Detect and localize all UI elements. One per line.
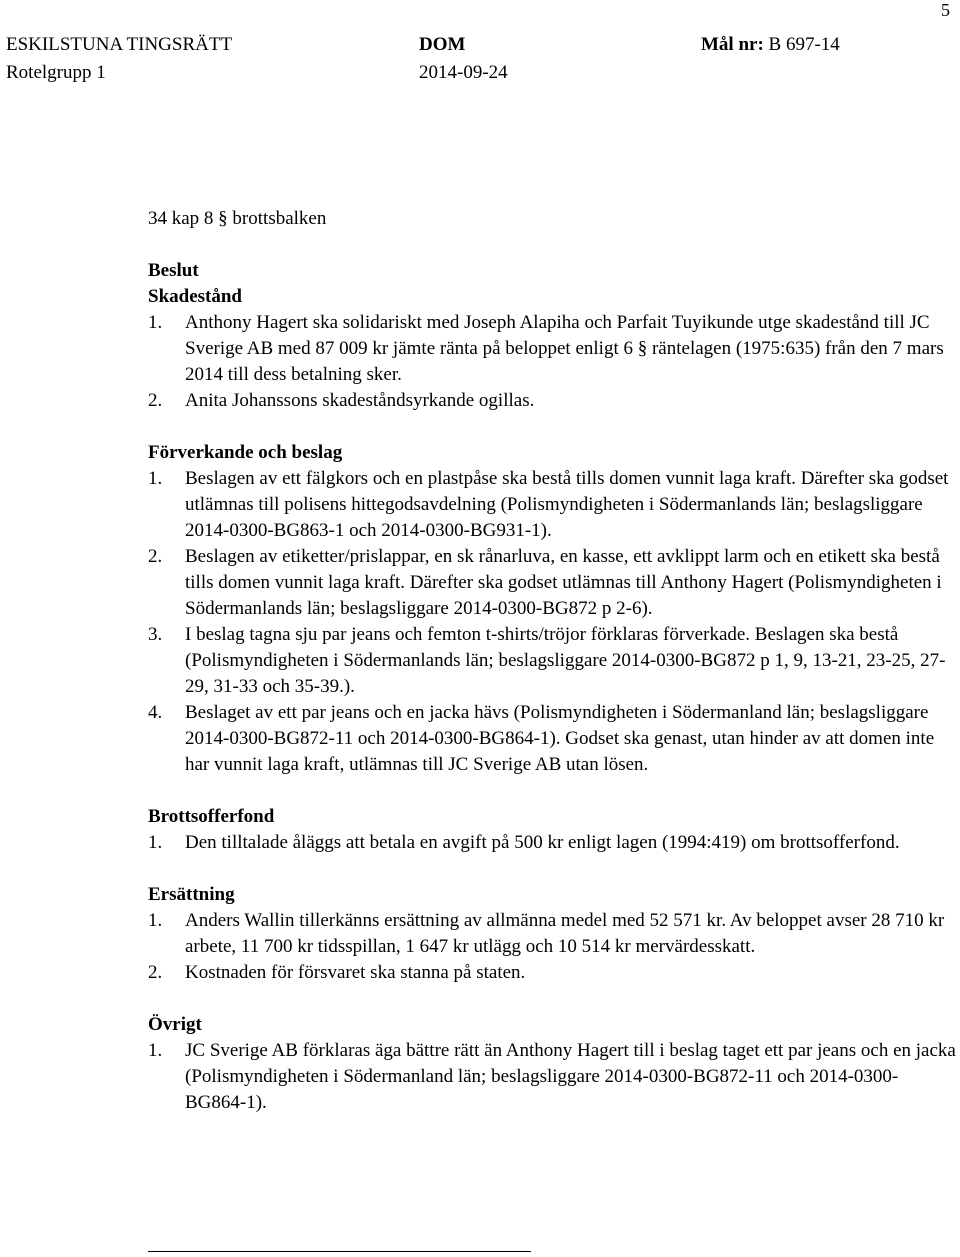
other-title: Övrigt [148,1014,202,1035]
decision-title: Beslut [148,260,199,281]
item-number: 1. [148,468,163,489]
forfeiture-title: Förverkande och beslag [148,442,343,463]
item-number: 2. [148,546,163,567]
other-item-1 [148,1038,956,1116]
division: Rotelgrupp 1 [6,62,106,83]
item-number: 4. [148,702,163,723]
item-text: JC Sverige AB förklaras äga bättre rätt än Anthony Hagert till i beslag taget ett par jeans och en jacka (Polismyndigheten i Södermanland län; beslagsliggare 2014-0300-BG872-11 och 2014-0300-BG864-1). [185,1040,956,1113]
case-number: B 697-14 [768,34,840,55]
item-number: 2. [148,390,163,411]
damages-item-2 [148,388,956,414]
document-date: 2014-09-24 [419,62,508,83]
forfeiture-item-3 [148,622,956,700]
item-number: 1. [148,1040,163,1061]
victim-fund-item-1 [148,830,956,856]
item-text: Beslagen av etiketter/prislappar, en sk rånarluva, en kasse, ett avklippt larm och en etikett ska bestå tills domen vunnit laga kraft. Därefter ska godset utlämnas till Anthony Hagert (Polismyndigheten i Södermanlands län; beslagsliggare 2014-0300-BG872 p 2-6). [185,546,942,619]
page-number: 5 [941,0,950,20]
legal-reference: 34 kap 8 § brottsbalken [148,208,327,229]
item-text: Kostnaden för försvaret ska stanna på staten. [185,962,526,983]
compensation-item-1 [148,908,956,960]
footnote-divider [148,1251,531,1252]
item-number: 1. [148,312,163,333]
document-body [148,206,956,1116]
damages-item-1 [148,310,956,388]
document-type: DOM [419,34,466,55]
item-text: Den tilltalade åläggs att betala en avgift på 500 kr enligt lagen (1994:419) om brottsofferfond. [185,832,900,853]
case-label: Mål nr: [701,34,764,55]
item-number: 1. [148,832,163,853]
compensation-title: Ersättning [148,884,235,905]
item-text: I beslag tagna sju par jeans och femton t-shirts/tröjor förklaras förverkade. Beslagen ska bestå (Polismyndigheten i Södermanlands län; beslagsliggare 2014-0300-BG872 p 1, 9, 13-21, 23-25, 27-29, 31-33 och 35-39.). [185,624,946,697]
item-text: Anthony Hagert ska solidariskt med Joseph Alapiha och Parfait Tuyikunde utge skadestånd till JC Sverige AB med 87 009 kr jämte ränta på beloppet enligt 6 § räntelagen (1975:635) från den 7 mars 2014 till dess betalning sker. [185,312,944,385]
item-text: Beslagen av ett fälgkors och en plastpåse ska bestå tills domen vunnit laga kraft. Därefter ska godset utlämnas till polisens hittegodsavdelning (Polismyndigheten i Södermanlands län; beslagsliggare 2014-0300-BG863-1 och 2014-0300-BG931-1). [185,468,949,541]
victim-fund-title: Brottsofferfond [148,806,275,827]
damages-title: Skadestånd [148,286,242,307]
forfeiture-item-2 [148,544,956,622]
case-number-field [701,31,840,59]
item-text: Anita Johanssons skadeståndsyrkande ogillas. [185,390,535,411]
court-name: ESKILSTUNA TINGSRÄTT [6,34,233,55]
item-text: Beslaget av ett par jeans och en jacka hävs (Polismyndigheten i Södermanland län; beslagsliggare 2014-0300-BG872-11 och 2014-0300-BG864-1). Godset ska genast, utan hinder av att domen inte har vunnit laga kraft, utlämnas till JC Sverige AB utan lösen. [185,702,935,775]
header-row-2 [6,59,866,87]
forfeiture-item-1 [148,466,956,544]
compensation-item-2 [148,960,956,986]
item-text: Anders Wallin tillerkänns ersättning av allmänna medel med 52 571 kr. Av beloppet avser 28 710 kr arbete, 11 700 kr tidsspillan, 1 647 kr utlägg och 10 514 kr mervärdesskatt. [185,910,945,957]
item-number: 2. [148,962,163,983]
item-number: 1. [148,910,163,931]
header-row-1 [6,31,866,59]
document-header [6,31,866,87]
forfeiture-item-4 [148,700,956,778]
item-number: 3. [148,624,163,645]
